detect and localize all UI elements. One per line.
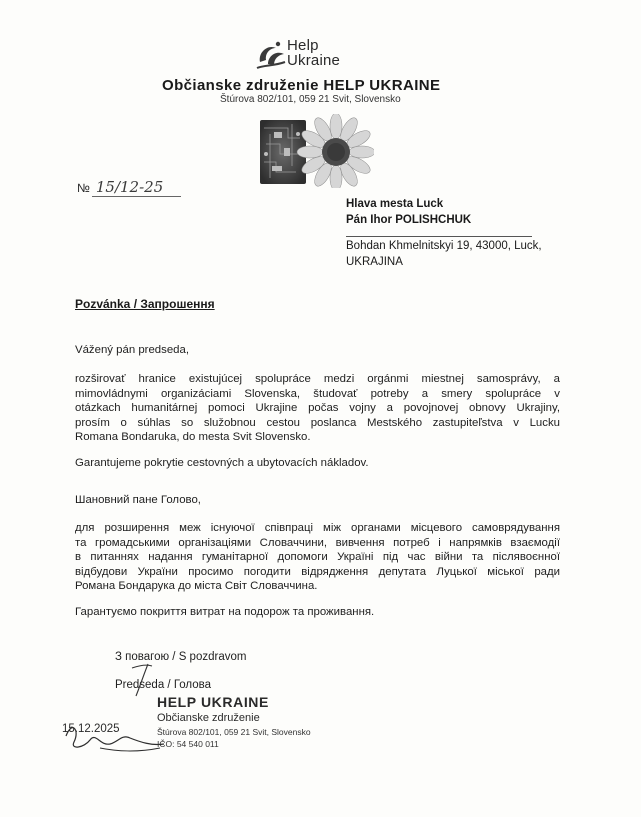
stamp-ico: IČO: 54 540 011 bbox=[157, 739, 219, 749]
organization-address: Štúrova 802/101, 059 21 Svit, Slovensko bbox=[220, 94, 401, 105]
recipient-address-line-1: Bohdan Khmelnitskyi 19, 43000, Luck, bbox=[346, 240, 542, 252]
reference-number bbox=[77, 178, 181, 197]
reference-prefix: № bbox=[77, 181, 90, 195]
body-line: для розширення меж існуючої співпраці між органами місцевого самоврядування bbox=[75, 522, 560, 534]
stamp-address: Štúrova 802/101, 059 21 Svit, Slovensko bbox=[157, 727, 311, 737]
handwritten-signature bbox=[60, 660, 220, 760]
body-line: Романа Бондарука до міста Світ Словаччина. bbox=[75, 580, 318, 592]
body-line: prosím o súhlas so služobnou cestou poslanca Mestského zastupiteľstva v Lucku bbox=[75, 416, 560, 429]
body-line: rozširovať hranice existujúcej spolupráce medzi orgánmi miestnej samosprávy, a bbox=[75, 373, 560, 385]
body-line: mimovládnymi organizáciami Slovenska, študovať potreby a smery spolupráce v bbox=[75, 387, 560, 400]
subject: Pozvánka / Запрошення bbox=[75, 297, 215, 311]
body-line: Romana Bondaruka, do mesta Svit Slovensko. bbox=[75, 431, 311, 443]
body-line: в питаннях надання гуманітарної допомоги Україні під час війни та післявоєнної bbox=[75, 551, 560, 563]
body-line: та громадськими організаціями Словаччини, вивчення потреб і напрямків взаємодії bbox=[75, 536, 560, 549]
closing-regards: З повагою / S pozdravom bbox=[115, 651, 247, 663]
body-line: відбудови України просимо погодити відрядження депутата Луцької міської ради bbox=[75, 565, 560, 578]
stamp-subtitle: Občianske združenie bbox=[157, 712, 260, 724]
reference-handwritten: 15/12-25 bbox=[92, 178, 181, 197]
greeting-slovak: Vážený pán predseda, bbox=[75, 344, 189, 356]
greeting-ukrainian: Шановний пане Голово, bbox=[75, 494, 201, 506]
guarantee-ukrainian: Гарантуємо покриття витрат на подорож та проживання. bbox=[75, 606, 375, 618]
organization-name: Občianske združenie HELP UKRAINE bbox=[162, 77, 441, 94]
stamp-organization-name: HELP UKRAINE bbox=[157, 694, 269, 710]
sunflower-photo bbox=[258, 114, 374, 188]
body-line: otázkach humanitárnej pomoci Ukrajine počas vojny a povojnovej obnovy Ukrajiny, bbox=[75, 402, 560, 414]
recipient-divider bbox=[346, 236, 532, 237]
logo-line-ukraine: Ukraine bbox=[287, 52, 341, 69]
sunflower-icon bbox=[297, 114, 374, 188]
recipient-address-line-2: UKRAJINA bbox=[346, 256, 403, 268]
body-ukrainian bbox=[75, 521, 560, 594]
guarantee-slovak: Garantujeme pokrytie cestovných a ubytovacích nákladov. bbox=[75, 457, 369, 469]
signature-date: 15.12.2025 bbox=[62, 723, 120, 735]
logo-line-help: Help bbox=[287, 37, 319, 54]
signer-title: Predseda / Голова bbox=[115, 679, 212, 691]
recipient-title: Hlava mesta Luck bbox=[346, 198, 444, 210]
logo-text bbox=[287, 38, 340, 68]
recipient-name: Pán Ihor POLISHCHUK bbox=[346, 214, 472, 226]
body-slovak bbox=[75, 372, 560, 445]
help-ukraine-logo-icon bbox=[254, 38, 288, 72]
